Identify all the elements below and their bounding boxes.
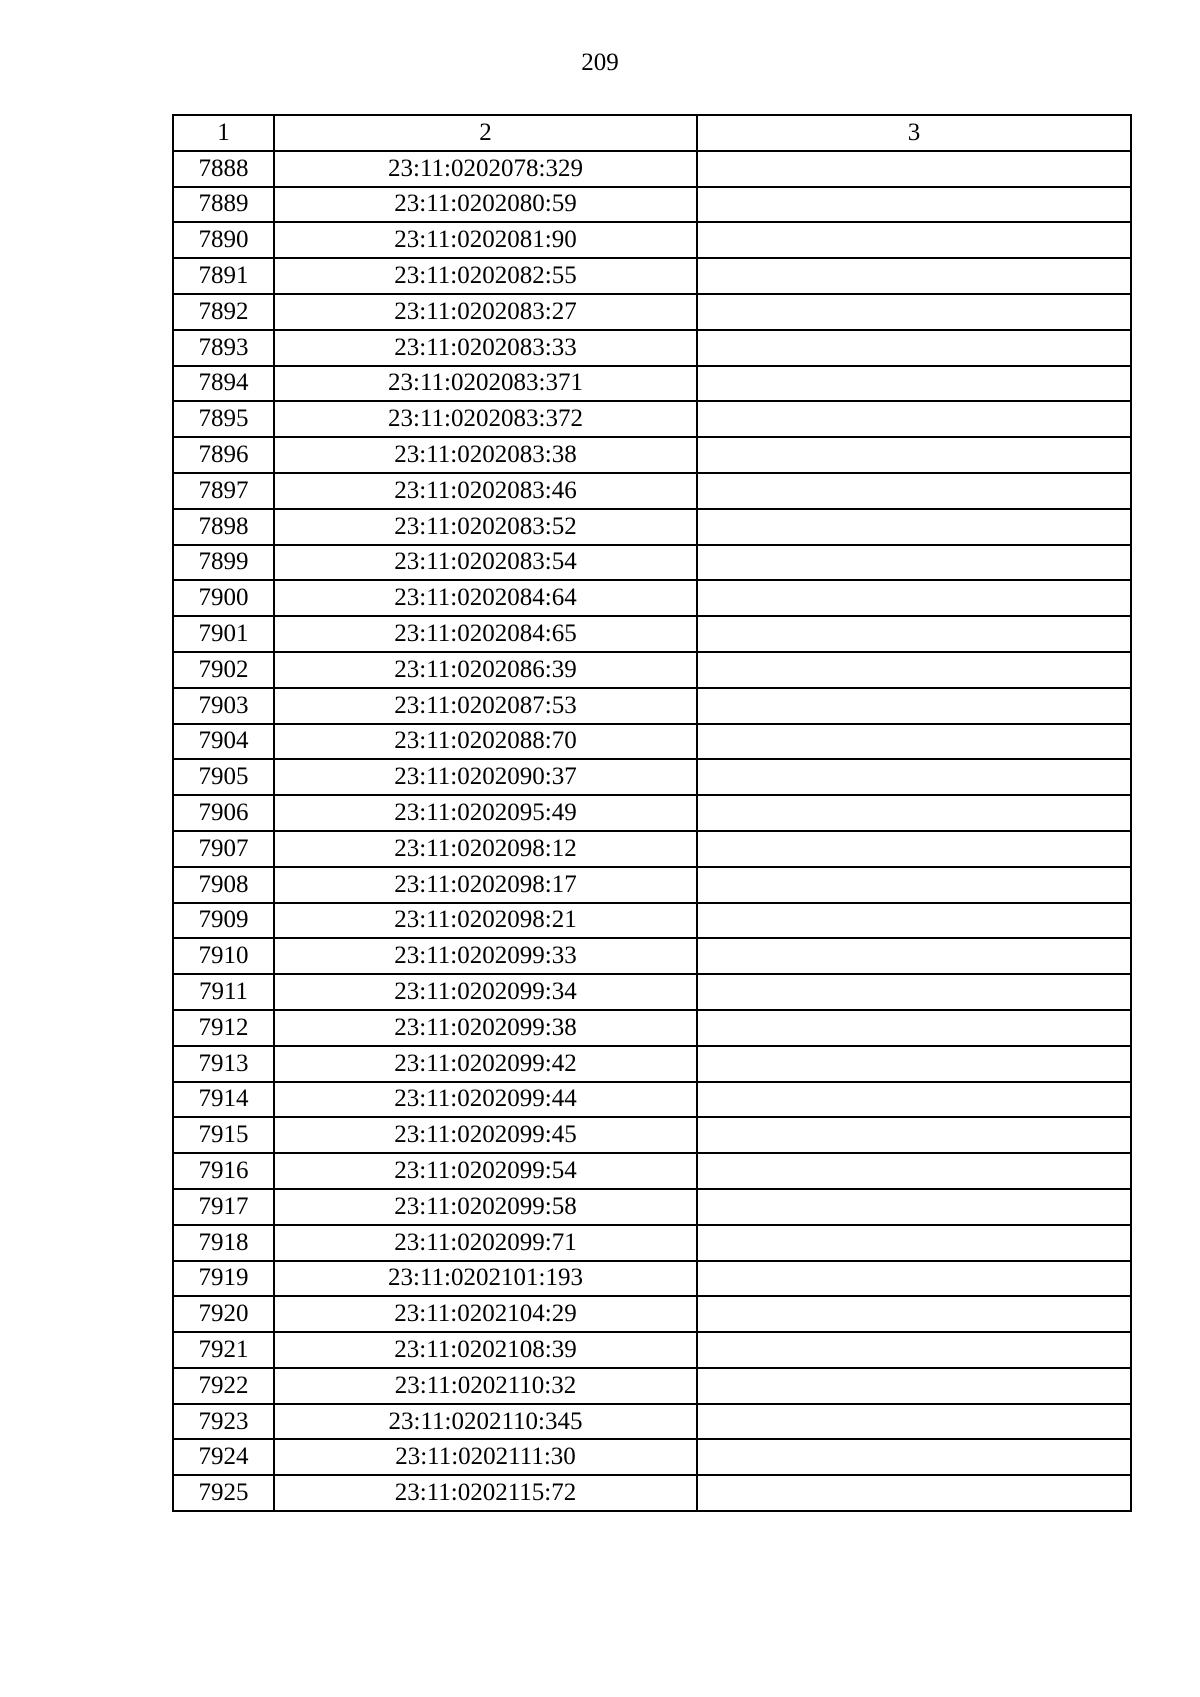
table-row xyxy=(173,724,1131,760)
note-cell xyxy=(697,258,1131,294)
row-number-cell: 7921 xyxy=(173,1332,274,1368)
table-row xyxy=(173,867,1131,903)
row-number-cell: 7911 xyxy=(173,974,274,1010)
table-row xyxy=(173,1117,1131,1153)
table-header-row xyxy=(173,115,1131,151)
note-cell xyxy=(697,1332,1131,1368)
cadastral-number-cell: 23:11:0202086:39 xyxy=(274,652,697,688)
table-row xyxy=(173,903,1131,939)
cadastral-number-cell: 23:11:0202083:52 xyxy=(274,509,697,545)
cadastral-number-cell: 23:11:0202099:54 xyxy=(274,1153,697,1189)
row-number-cell: 7904 xyxy=(173,724,274,760)
note-cell xyxy=(697,1189,1131,1225)
row-number-cell: 7894 xyxy=(173,366,274,402)
cadastral-number-cell: 23:11:0202083:46 xyxy=(274,473,697,509)
row-number-cell: 7902 xyxy=(173,652,274,688)
cadastral-number-cell: 23:11:0202090:37 xyxy=(274,759,697,795)
row-number-cell: 7903 xyxy=(173,688,274,724)
table-row xyxy=(173,1082,1131,1118)
cadastral-number-cell: 23:11:0202099:71 xyxy=(274,1225,697,1261)
note-cell xyxy=(697,1368,1131,1404)
cadastral-number-cell: 23:11:0202080:59 xyxy=(274,187,697,223)
table-row xyxy=(173,1439,1131,1475)
cadastral-number-cell: 23:11:0202104:29 xyxy=(274,1296,697,1332)
row-number-cell: 7914 xyxy=(173,1082,274,1118)
note-cell xyxy=(697,616,1131,652)
table-body xyxy=(173,151,1131,1511)
table-row xyxy=(173,151,1131,187)
cadastral-number-cell: 23:11:0202082:55 xyxy=(274,258,697,294)
table-row xyxy=(173,1296,1131,1332)
row-number-cell: 7923 xyxy=(173,1404,274,1440)
note-cell xyxy=(697,437,1131,473)
cadastral-number-cell: 23:11:0202098:12 xyxy=(274,831,697,867)
column-header-1: 1 xyxy=(173,115,274,151)
cadastral-number-cell: 23:11:0202084:64 xyxy=(274,580,697,616)
note-cell xyxy=(697,795,1131,831)
row-number-cell: 7889 xyxy=(173,187,274,223)
note-cell xyxy=(697,366,1131,402)
cadastral-number-cell: 23:11:0202083:33 xyxy=(274,330,697,366)
table-row xyxy=(173,401,1131,437)
note-cell xyxy=(697,151,1131,187)
table-row xyxy=(173,1189,1131,1225)
cadastral-number-cell: 23:11:0202095:49 xyxy=(274,795,697,831)
cadastral-number-cell: 23:11:0202083:372 xyxy=(274,401,697,437)
table-row xyxy=(173,1261,1131,1297)
table-row xyxy=(173,473,1131,509)
table-row xyxy=(173,580,1131,616)
note-cell xyxy=(697,1439,1131,1475)
note-cell xyxy=(697,1261,1131,1297)
table-row xyxy=(173,795,1131,831)
page-number: 209 xyxy=(581,49,619,76)
note-cell xyxy=(697,688,1131,724)
row-number-cell: 7920 xyxy=(173,1296,274,1332)
row-number-cell: 7918 xyxy=(173,1225,274,1261)
cadastral-number-cell: 23:11:0202083:38 xyxy=(274,437,697,473)
row-number-cell: 7893 xyxy=(173,330,274,366)
note-cell xyxy=(697,294,1131,330)
cadastral-number-cell: 23:11:0202099:45 xyxy=(274,1117,697,1153)
row-number-cell: 7919 xyxy=(173,1261,274,1297)
table-row xyxy=(173,545,1131,581)
note-cell xyxy=(697,1046,1131,1082)
note-cell xyxy=(697,580,1131,616)
row-number-cell: 7900 xyxy=(173,580,274,616)
row-number-cell: 7891 xyxy=(173,258,274,294)
cadastral-number-cell: 23:11:0202099:44 xyxy=(274,1082,697,1118)
row-number-cell: 7901 xyxy=(173,616,274,652)
table-row xyxy=(173,974,1131,1010)
cadastral-number-cell: 23:11:0202083:27 xyxy=(274,294,697,330)
row-number-cell: 7890 xyxy=(173,222,274,258)
table-row xyxy=(173,437,1131,473)
row-number-cell: 7888 xyxy=(173,151,274,187)
table-row xyxy=(173,1404,1131,1440)
cadastral-number-cell: 23:11:0202099:42 xyxy=(274,1046,697,1082)
cadastral-number-cell: 23:11:0202108:39 xyxy=(274,1332,697,1368)
cadastral-number-cell: 23:11:0202101:193 xyxy=(274,1261,697,1297)
cadastral-number-cell: 23:11:0202084:65 xyxy=(274,616,697,652)
note-cell xyxy=(697,401,1131,437)
cadastral-number-cell: 23:11:0202110:32 xyxy=(274,1368,697,1404)
table-row xyxy=(173,1475,1131,1511)
cadastral-number-cell: 23:11:0202099:33 xyxy=(274,938,697,974)
row-number-cell: 7899 xyxy=(173,545,274,581)
cadastral-number-cell: 23:11:0202081:90 xyxy=(274,222,697,258)
note-cell xyxy=(697,1153,1131,1189)
row-number-cell: 7917 xyxy=(173,1189,274,1225)
note-cell xyxy=(697,1225,1131,1261)
table-row xyxy=(173,187,1131,223)
note-cell xyxy=(697,1010,1131,1046)
cadastral-number-cell: 23:11:0202099:38 xyxy=(274,1010,697,1046)
row-number-cell: 7922 xyxy=(173,1368,274,1404)
cadastral-number-cell: 23:11:0202099:58 xyxy=(274,1189,697,1225)
row-number-cell: 7910 xyxy=(173,938,274,974)
note-cell xyxy=(697,724,1131,760)
note-cell xyxy=(697,473,1131,509)
table-row xyxy=(173,1046,1131,1082)
row-number-cell: 7905 xyxy=(173,759,274,795)
table-row xyxy=(173,616,1131,652)
note-cell xyxy=(697,867,1131,903)
row-number-cell: 7912 xyxy=(173,1010,274,1046)
row-number-cell: 7906 xyxy=(173,795,274,831)
note-cell xyxy=(697,1296,1131,1332)
row-number-cell: 7896 xyxy=(173,437,274,473)
note-cell xyxy=(697,222,1131,258)
registry-table xyxy=(172,114,1132,1512)
cadastral-number-cell: 23:11:0202088:70 xyxy=(274,724,697,760)
note-cell xyxy=(697,545,1131,581)
table-row xyxy=(173,222,1131,258)
note-cell xyxy=(697,509,1131,545)
row-number-cell: 7909 xyxy=(173,903,274,939)
table-row xyxy=(173,509,1131,545)
table-row xyxy=(173,258,1131,294)
table-row xyxy=(173,1153,1131,1189)
cadastral-number-cell: 23:11:0202083:371 xyxy=(274,366,697,402)
cadastral-number-cell: 23:11:0202098:17 xyxy=(274,867,697,903)
note-cell xyxy=(697,330,1131,366)
note-cell xyxy=(697,903,1131,939)
table-row xyxy=(173,688,1131,724)
column-header-3: 3 xyxy=(697,115,1131,151)
note-cell xyxy=(697,974,1131,1010)
column-header-2: 2 xyxy=(274,115,697,151)
cadastral-number-cell: 23:11:0202083:54 xyxy=(274,545,697,581)
table-row xyxy=(173,759,1131,795)
row-number-cell: 7897 xyxy=(173,473,274,509)
table-row xyxy=(173,366,1131,402)
table-row xyxy=(173,1332,1131,1368)
row-number-cell: 7895 xyxy=(173,401,274,437)
cadastral-number-cell: 23:11:0202098:21 xyxy=(274,903,697,939)
cadastral-number-cell: 23:11:0202110:345 xyxy=(274,1404,697,1440)
table-row xyxy=(173,1368,1131,1404)
note-cell xyxy=(697,187,1131,223)
cadastral-number-cell: 23:11:0202078:329 xyxy=(274,151,697,187)
cadastral-number-cell: 23:11:0202115:72 xyxy=(274,1475,697,1511)
row-number-cell: 7892 xyxy=(173,294,274,330)
row-number-cell: 7908 xyxy=(173,867,274,903)
row-number-cell: 7915 xyxy=(173,1117,274,1153)
note-cell xyxy=(697,652,1131,688)
table-row xyxy=(173,831,1131,867)
table-row xyxy=(173,938,1131,974)
row-number-cell: 7924 xyxy=(173,1439,274,1475)
row-number-cell: 7916 xyxy=(173,1153,274,1189)
cadastral-number-cell: 23:11:0202099:34 xyxy=(274,974,697,1010)
table-row xyxy=(173,330,1131,366)
note-cell xyxy=(697,831,1131,867)
row-number-cell: 7898 xyxy=(173,509,274,545)
note-cell xyxy=(697,1475,1131,1511)
cadastral-number-cell: 23:11:0202087:53 xyxy=(274,688,697,724)
row-number-cell: 7925 xyxy=(173,1475,274,1511)
table-row xyxy=(173,1225,1131,1261)
table-row xyxy=(173,294,1131,330)
note-cell xyxy=(697,759,1131,795)
note-cell xyxy=(697,1404,1131,1440)
cadastral-number-cell: 23:11:0202111:30 xyxy=(274,1439,697,1475)
table-row xyxy=(173,652,1131,688)
note-cell xyxy=(697,1117,1131,1153)
note-cell xyxy=(697,1082,1131,1118)
note-cell xyxy=(697,938,1131,974)
row-number-cell: 7907 xyxy=(173,831,274,867)
table-row xyxy=(173,1010,1131,1046)
row-number-cell: 7913 xyxy=(173,1046,274,1082)
